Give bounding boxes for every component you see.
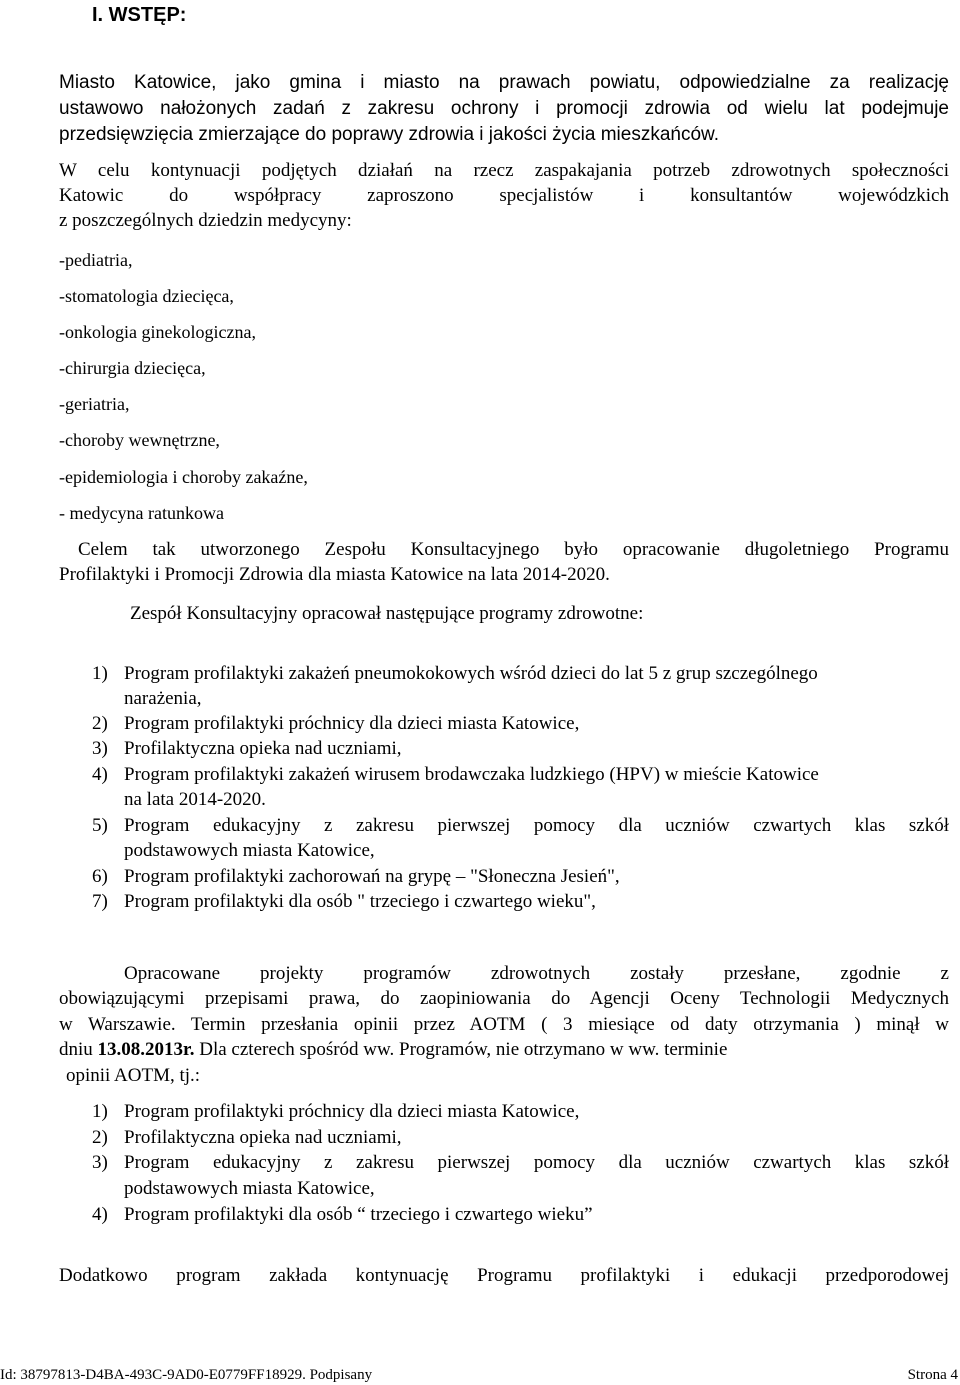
team-intro: Zespół Konsultacyjny opracował następujące programy zdrowotne:	[130, 603, 644, 624]
submission-date: 13.08.2013r.	[97, 1039, 195, 1060]
program-number: 4)	[92, 764, 108, 785]
submission-line-2: obowiązującymi przepisami prawa, do zaopiniowania do Agencji Oceny Technologii Medycznych	[59, 988, 949, 1009]
specialty-item: -onkologia ginekologiczna,	[59, 322, 256, 342]
goal-line-1: Celem tak utworzonego Zespołu Konsultacyjnego było opracowanie długoletniego Programu	[78, 539, 949, 560]
program-number: 7)	[92, 891, 108, 912]
specialty-item: - medycyna ratunkowa	[59, 503, 224, 523]
specialty-item: -epidemiologia i choroby zakaźne,	[59, 467, 308, 487]
program-text-cont: narażenia,	[124, 688, 202, 709]
program-text: Profilaktyczna opieka nad uczniami,	[124, 738, 402, 759]
goal-line-2: Profilaktyki i Promocji Zdrowia dla miasta Katowice na lata 2014-2020.	[59, 564, 610, 585]
cooperation-line-1: W celu kontynuacji podjętych działań na rzecz zaspakajania potrzeb zdrowotnych społeczności	[59, 160, 949, 181]
specialty-item: -pediatria,	[59, 250, 133, 270]
unreviewed-text: Program edukacyjny z zakresu pierwszej pomocy dla uczniów czwartych klas szkół	[124, 1152, 949, 1173]
footer-page-number: Strona 4	[907, 1367, 958, 1383]
program-text: Program profilaktyki dla osób " trzeciego i czwartego wieku",	[124, 891, 596, 912]
program-number: 2)	[92, 713, 108, 734]
unreviewed-text: Profilaktyczna opieka nad uczniami,	[124, 1127, 402, 1148]
specialty-item: -choroby wewnętrzne,	[59, 430, 220, 450]
unreviewed-number: 1)	[92, 1101, 108, 1122]
unreviewed-text-cont: podstawowych miasta Katowice,	[124, 1178, 375, 1199]
unreviewed-number: 3)	[92, 1152, 108, 1173]
program-text: Program profilaktyki próchnicy dla dzieci miasta Katowice,	[124, 713, 580, 734]
intro-line-2: ustawowo nałożonych zadań z zakresu ochrony i promocji zdrowia od wielu lat podejmuje	[59, 98, 949, 119]
unreviewed-number: 2)	[92, 1127, 108, 1148]
specialty-item: -stomatologia dziecięca,	[59, 286, 234, 306]
program-number: 3)	[92, 738, 108, 759]
cooperation-line-3: z poszczególnych dziedzin medycyny:	[59, 210, 352, 231]
program-number: 6)	[92, 866, 108, 887]
program-text-cont: na lata 2014-2020.	[124, 789, 266, 810]
submission-line-1: Opracowane projekty programów zdrowotnych zostały przesłane, zgodnie z	[124, 963, 949, 984]
program-number: 1)	[92, 663, 108, 684]
submission-line-4	[59, 1037, 727, 1063]
additional-line: Dodatkowo program zakłada kontynuację Programu profilaktyki i edukacji przedporodowej	[59, 1265, 949, 1286]
specialty-item: -geriatria,	[59, 394, 130, 414]
submission-line-4-post: Dla czterech spośród ww. Programów, nie otrzymano w ww. terminie	[194, 1039, 728, 1060]
intro-line-3: przedsięwzięcia zmierzające do poprawy zdrowia i jakości życia mieszkańców.	[59, 124, 719, 145]
specialty-item: -chirurgia dziecięca,	[59, 358, 206, 378]
unreviewed-text: Program profilaktyki próchnicy dla dzieci miasta Katowice,	[124, 1101, 580, 1122]
section-heading: I. WSTĘP:	[92, 4, 187, 26]
cooperation-line-2: Katowic do współpracy zaproszono specjalistów i konsultantów wojewódzkich	[59, 185, 949, 206]
submission-line-3: w Warszawie. Termin przesłania opinii przez AOTM ( 3 miesiące od daty otrzymania ) minął w	[59, 1014, 949, 1035]
program-text: Program profilaktyki zakażeń pneumokokowych wśród dzieci do lat 5 z grup szczególnego	[124, 663, 818, 684]
program-number: 5)	[92, 815, 108, 836]
program-text: Program profilaktyki zakażeń wirusem brodawczaka ludzkiego (HPV) w mieście Katowice	[124, 764, 819, 785]
submission-line-5: opinii AOTM, tj.:	[66, 1065, 201, 1086]
submission-line-4-pre: dniu	[59, 1039, 98, 1060]
unreviewed-number: 4)	[92, 1204, 108, 1225]
unreviewed-text: Program profilaktyki dla osób “ trzeciego i czwartego wieku”	[124, 1204, 593, 1225]
program-text-cont: podstawowych miasta Katowice,	[124, 840, 375, 861]
intro-line-1: Miasto Katowice, jako gmina i miasto na prawach powiatu, odpowiedzialne za realizację	[59, 72, 949, 93]
program-text: Program edukacyjny z zakresu pierwszej pomocy dla uczniów czwartych klas szkół	[124, 815, 949, 836]
footer-document-id: Id: 38797813-D4BA-493C-9AD0-E0779FF18929. Podpisany	[0, 1367, 373, 1383]
program-text: Program profilaktyki zachorowań na grypę – "Słoneczna Jesień",	[124, 866, 620, 887]
